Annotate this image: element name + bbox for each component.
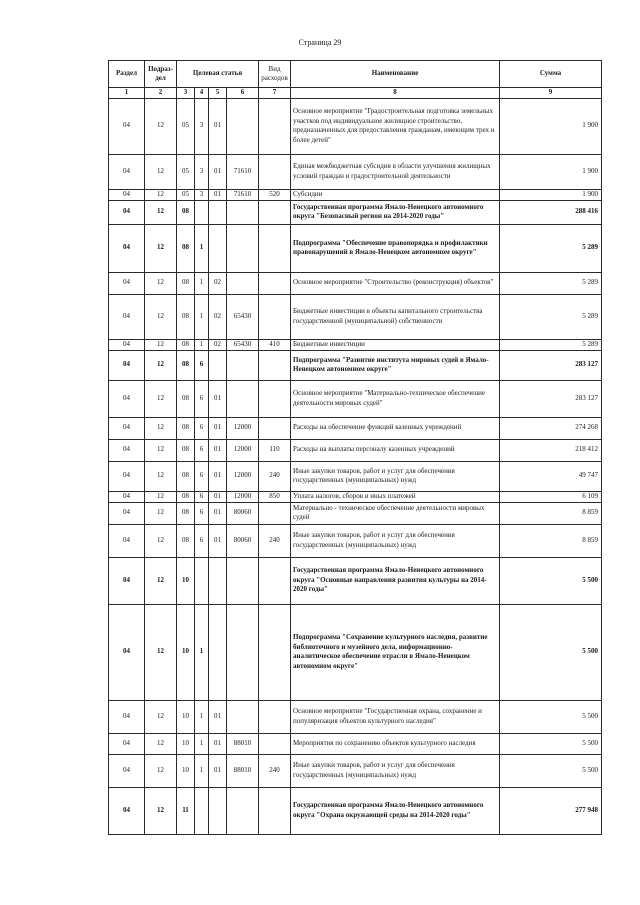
column-number: 4 (195, 88, 209, 99)
event-code-cell: 02 (209, 272, 227, 294)
expense-type-cell (259, 700, 291, 733)
program-code-cell: 10 (177, 700, 195, 733)
subprogram-code-cell (195, 200, 209, 224)
subprogram-code-cell: 6 (195, 461, 209, 491)
sum-cell: 1 900 (500, 189, 602, 200)
expense-type-cell (259, 350, 291, 380)
event-code-cell (209, 557, 227, 604)
table-row (109, 604, 602, 700)
table-row (109, 98, 602, 154)
name-cell: Государственная программа Ямало-Ненецкого автономного округа "Безопасный регион на 2014-2020 годы" (291, 200, 500, 224)
razdel-cell: 04 (109, 787, 145, 834)
subprogram-code-cell: 6 (195, 380, 209, 417)
subprogram-code-cell: 1 (195, 294, 209, 339)
razdel-cell: 04 (109, 272, 145, 294)
column-number: 6 (227, 88, 259, 99)
name-cell: Иные закупки товаров, работ и услуг для обеспечения государственных (муниципальных) нужд (291, 754, 500, 787)
podrazdel-cell: 12 (145, 294, 177, 339)
sum-cell: 6 109 (500, 491, 602, 502)
table-row (109, 417, 602, 439)
name-cell: Бюджетные инвестиции в объекты капитального строительства государственной (муниципальной) собственности (291, 294, 500, 339)
direction-code-cell: 65430 (227, 339, 259, 350)
sum-cell: 277 948 (500, 787, 602, 834)
event-code-cell (209, 787, 227, 834)
name-cell: Уплата налогов, сборов и иных платежей (291, 491, 500, 502)
razdel-cell: 04 (109, 350, 145, 380)
direction-code-cell: 65430 (227, 294, 259, 339)
table-row (109, 733, 602, 754)
event-code-cell: 01 (209, 524, 227, 557)
table-row (109, 200, 602, 224)
name-cell: Подпрограмма "Сохранение культурного наследия, развитие библиотечного и музейного дела, информационно-аналитическое обеспечение отрасли в Ямало-Ненецком автономном округе" (291, 604, 500, 700)
table-row (109, 339, 602, 350)
name-cell: Подпрограмма "Обеспечение правопорядка и профилактики правонарушений в Ямало-Ненецком автономном округе" (291, 224, 500, 272)
podrazdel-cell: 12 (145, 491, 177, 502)
sum-cell: 218 412 (500, 439, 602, 461)
razdel-cell: 04 (109, 524, 145, 557)
header-razdel: Раздел (109, 61, 145, 88)
header-naimenovanie: Наименование (291, 61, 500, 88)
expense-type-cell: 410 (259, 339, 291, 350)
name-cell: Мероприятия по сохранению объектов культурного наследия (291, 733, 500, 754)
table-row (109, 754, 602, 787)
direction-code-cell: 12000 (227, 491, 259, 502)
name-cell: Расходы на выплаты персоналу казенных учреждений (291, 439, 500, 461)
podrazdel-cell: 12 (145, 154, 177, 189)
direction-code-cell: 12000 (227, 461, 259, 491)
razdel-cell: 04 (109, 700, 145, 733)
program-code-cell: 08 (177, 224, 195, 272)
podrazdel-cell: 12 (145, 604, 177, 700)
header-podrazdel: Подраз- дел (145, 61, 177, 88)
table-row (109, 294, 602, 339)
header-vid-rashodov: Вид расходов (259, 61, 291, 88)
expense-type-cell (259, 294, 291, 339)
razdel-cell: 04 (109, 200, 145, 224)
event-code-cell: 01 (209, 417, 227, 439)
podrazdel-cell: 12 (145, 439, 177, 461)
name-cell: Основное мероприятие "Государственная охрана, сохранение и популяризация объектов культурного наследия" (291, 700, 500, 733)
expense-type-cell (259, 224, 291, 272)
subprogram-code-cell (195, 557, 209, 604)
program-code-cell: 08 (177, 461, 195, 491)
program-code-cell: 10 (177, 557, 195, 604)
subprogram-code-cell: 6 (195, 439, 209, 461)
event-code-cell: 01 (209, 439, 227, 461)
event-code-cell: 01 (209, 380, 227, 417)
program-code-cell: 05 (177, 154, 195, 189)
program-code-cell: 11 (177, 787, 195, 834)
expense-type-cell: 240 (259, 754, 291, 787)
name-cell: Государственная программа Ямало-Ненецкого автономного округа "Основные направления развития культуры на 2014-2020 годы" (291, 557, 500, 604)
subprogram-code-cell: 3 (195, 189, 209, 200)
razdel-cell: 04 (109, 461, 145, 491)
table-header (109, 61, 602, 99)
direction-code-cell (227, 98, 259, 154)
table-row (109, 502, 602, 524)
expense-type-cell (259, 733, 291, 754)
program-code-cell: 05 (177, 98, 195, 154)
budget-table (108, 60, 602, 835)
podrazdel-cell: 12 (145, 189, 177, 200)
direction-code-cell: 12000 (227, 417, 259, 439)
podrazdel-cell: 12 (145, 787, 177, 834)
subprogram-code-cell: 1 (195, 754, 209, 787)
event-code-cell: 02 (209, 294, 227, 339)
direction-code-cell (227, 787, 259, 834)
expense-type-cell: 110 (259, 439, 291, 461)
event-code-cell: 01 (209, 700, 227, 733)
name-cell: Бюджетные инвестиции (291, 339, 500, 350)
sum-cell: 49 747 (500, 461, 602, 491)
name-cell: Основное мероприятие "Градостроительная подготовка земельных участков под индивидуальное жилищное строительство, предназначенных для предоставления гражданам, имеющим трех и более детей" (291, 98, 500, 154)
direction-code-cell: 12000 (227, 439, 259, 461)
razdel-cell: 04 (109, 417, 145, 439)
table-row (109, 189, 602, 200)
podrazdel-cell: 12 (145, 339, 177, 350)
podrazdel-cell: 12 (145, 733, 177, 754)
razdel-cell: 04 (109, 294, 145, 339)
razdel-cell: 04 (109, 557, 145, 604)
subprogram-code-cell: 1 (195, 272, 209, 294)
podrazdel-cell: 12 (145, 700, 177, 733)
subprogram-code-cell: 6 (195, 350, 209, 380)
sum-cell: 8 859 (500, 502, 602, 524)
program-code-cell: 08 (177, 524, 195, 557)
column-number: 8 (291, 88, 500, 99)
program-code-cell: 08 (177, 350, 195, 380)
razdel-cell: 04 (109, 339, 145, 350)
column-number: 9 (500, 88, 602, 99)
direction-code-cell: 80060 (227, 502, 259, 524)
table-row (109, 380, 602, 417)
table-row (109, 700, 602, 733)
program-code-cell: 08 (177, 502, 195, 524)
table-row (109, 787, 602, 834)
program-code-cell: 10 (177, 604, 195, 700)
table-row (109, 154, 602, 189)
subprogram-code-cell: 1 (195, 224, 209, 272)
direction-code-cell (227, 700, 259, 733)
podrazdel-cell: 12 (145, 754, 177, 787)
event-code-cell: 01 (209, 733, 227, 754)
podrazdel-cell: 12 (145, 417, 177, 439)
razdel-cell: 04 (109, 439, 145, 461)
column-number-row (109, 88, 602, 99)
name-cell: Единая межбюджетная субсидия в области улучшения жилищных условий граждан и градостроительной деятельности (291, 154, 500, 189)
name-cell: Расходы на обеспечение функций казенных учреждений (291, 417, 500, 439)
sum-cell: 274 268 (500, 417, 602, 439)
direction-code-cell (227, 200, 259, 224)
event-code-cell (209, 224, 227, 272)
program-code-cell: 10 (177, 733, 195, 754)
sum-cell: 5 289 (500, 294, 602, 339)
sum-cell: 5 289 (500, 224, 602, 272)
subprogram-code-cell (195, 787, 209, 834)
sum-cell: 288 416 (500, 200, 602, 224)
event-code-cell: 01 (209, 98, 227, 154)
subprogram-code-cell: 1 (195, 733, 209, 754)
event-code-cell (209, 200, 227, 224)
event-code-cell: 01 (209, 491, 227, 502)
podrazdel-cell: 12 (145, 98, 177, 154)
direction-code-cell (227, 350, 259, 380)
direction-code-cell: 88010 (227, 754, 259, 787)
sum-cell: 5 500 (500, 733, 602, 754)
table-row (109, 557, 602, 604)
subprogram-code-cell: 1 (195, 339, 209, 350)
direction-code-cell (227, 604, 259, 700)
subprogram-code-cell: 1 (195, 604, 209, 700)
header-summa: Сумма (500, 61, 602, 88)
sum-cell: 5 500 (500, 700, 602, 733)
table-row (109, 350, 602, 380)
podrazdel-cell: 12 (145, 350, 177, 380)
program-code-cell: 08 (177, 294, 195, 339)
column-number: 7 (259, 88, 291, 99)
name-cell: Подпрограмма "Развитие института мировых судей в Ямало-Ненецком автономном округе" (291, 350, 500, 380)
event-code-cell: 01 (209, 502, 227, 524)
sum-cell: 5 500 (500, 557, 602, 604)
expense-type-cell (259, 502, 291, 524)
expense-type-cell (259, 557, 291, 604)
expense-type-cell (259, 200, 291, 224)
column-number: 5 (209, 88, 227, 99)
table-body (109, 98, 602, 834)
subprogram-code-cell: 3 (195, 98, 209, 154)
expense-type-cell: 240 (259, 524, 291, 557)
table-row (109, 491, 602, 502)
column-number: 2 (145, 88, 177, 99)
sum-cell: 1 900 (500, 154, 602, 189)
razdel-cell: 04 (109, 224, 145, 272)
subprogram-code-cell: 6 (195, 502, 209, 524)
razdel-cell: 04 (109, 98, 145, 154)
name-cell: Государственная программа Ямало-Ненецкого автономного округа "Охрана окружающей среды на 2014-2020 годы" (291, 787, 500, 834)
razdel-cell: 04 (109, 491, 145, 502)
sum-cell: 8 859 (500, 524, 602, 557)
direction-code-cell: 88010 (227, 733, 259, 754)
event-code-cell: 01 (209, 754, 227, 787)
expense-type-cell (259, 380, 291, 417)
table-row (109, 461, 602, 491)
sum-cell: 5 289 (500, 272, 602, 294)
program-code-cell: 08 (177, 200, 195, 224)
razdel-cell: 04 (109, 733, 145, 754)
event-code-cell: 02 (209, 339, 227, 350)
name-cell: Иные закупки товаров, работ и услуг для обеспечения государственных (муниципальных) нужд (291, 461, 500, 491)
column-number: 1 (109, 88, 145, 99)
page-number-label: Страница 29 (298, 38, 342, 47)
razdel-cell: 04 (109, 604, 145, 700)
name-cell: Основное мероприятие "Строительство (реконструкция) объектов" (291, 272, 500, 294)
sum-cell: 5 500 (500, 604, 602, 700)
name-cell: Иные закупки товаров, работ и услуг для обеспечения государственных (муниципальных) нужд (291, 524, 500, 557)
razdel-cell: 04 (109, 189, 145, 200)
table-row (109, 224, 602, 272)
podrazdel-cell: 12 (145, 461, 177, 491)
razdel-cell: 04 (109, 502, 145, 524)
expense-type-cell (259, 98, 291, 154)
direction-code-cell: 71610 (227, 154, 259, 189)
sum-cell: 5 500 (500, 754, 602, 787)
expense-type-cell: 240 (259, 461, 291, 491)
sum-cell: 283 127 (500, 350, 602, 380)
program-code-cell: 08 (177, 491, 195, 502)
event-code-cell: 01 (209, 154, 227, 189)
razdel-cell: 04 (109, 380, 145, 417)
expense-type-cell (259, 604, 291, 700)
name-cell: Субсидии (291, 189, 500, 200)
direction-code-cell: 71610 (227, 189, 259, 200)
name-cell: Основное мероприятие "Материально-техническое обеспечение деятельности мировых судей" (291, 380, 500, 417)
direction-code-cell (227, 272, 259, 294)
expense-type-cell (259, 154, 291, 189)
program-code-cell: 08 (177, 417, 195, 439)
column-number: 3 (177, 88, 195, 99)
razdel-cell: 04 (109, 754, 145, 787)
subprogram-code-cell: 1 (195, 700, 209, 733)
expense-type-cell (259, 417, 291, 439)
subprogram-code-cell: 6 (195, 417, 209, 439)
program-code-cell: 05 (177, 189, 195, 200)
program-code-cell: 08 (177, 272, 195, 294)
expense-type-cell: 520 (259, 189, 291, 200)
event-code-cell: 01 (209, 189, 227, 200)
event-code-cell: 01 (209, 461, 227, 491)
razdel-cell: 04 (109, 154, 145, 189)
sum-cell: 1 900 (500, 98, 602, 154)
podrazdel-cell: 12 (145, 224, 177, 272)
table-row (109, 524, 602, 557)
sum-cell: 283 127 (500, 380, 602, 417)
direction-code-cell (227, 380, 259, 417)
program-code-cell: 08 (177, 380, 195, 417)
expense-type-cell: 850 (259, 491, 291, 502)
name-cell: Материально - техническое обеспечение деятельности мировых судей (291, 502, 500, 524)
header-target-article: Целевая статья (177, 61, 259, 88)
expense-type-cell (259, 272, 291, 294)
sum-cell: 5 289 (500, 339, 602, 350)
event-code-cell (209, 350, 227, 380)
program-code-cell: 08 (177, 339, 195, 350)
subprogram-code-cell: 6 (195, 524, 209, 557)
program-code-cell: 10 (177, 754, 195, 787)
podrazdel-cell: 12 (145, 524, 177, 557)
table-row (109, 439, 602, 461)
direction-code-cell: 80060 (227, 524, 259, 557)
podrazdel-cell: 12 (145, 200, 177, 224)
podrazdel-cell: 12 (145, 380, 177, 417)
podrazdel-cell: 12 (145, 502, 177, 524)
table-row (109, 272, 602, 294)
direction-code-cell (227, 557, 259, 604)
podrazdel-cell: 12 (145, 272, 177, 294)
subprogram-code-cell: 6 (195, 491, 209, 502)
expense-type-cell (259, 787, 291, 834)
event-code-cell (209, 604, 227, 700)
program-code-cell: 08 (177, 439, 195, 461)
direction-code-cell (227, 224, 259, 272)
podrazdel-cell: 12 (145, 557, 177, 604)
subprogram-code-cell: 3 (195, 154, 209, 189)
